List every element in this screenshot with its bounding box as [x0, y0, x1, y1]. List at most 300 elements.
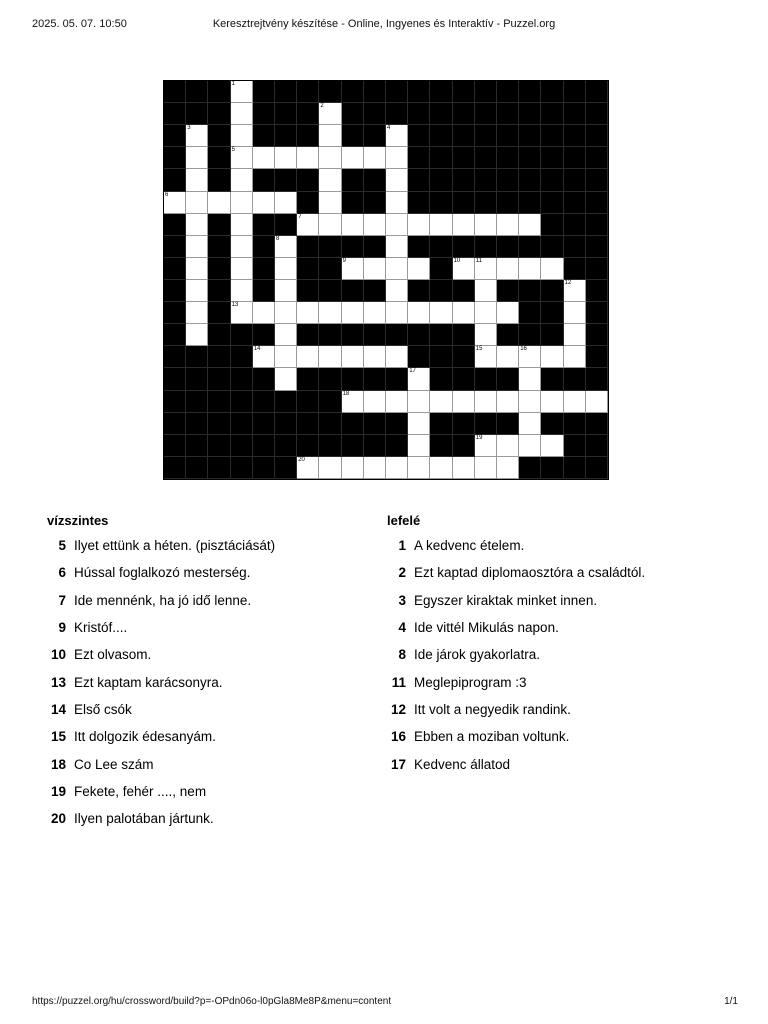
crossword-cell[interactable] — [186, 280, 208, 302]
crossword-cell[interactable] — [430, 214, 452, 236]
crossword-cell[interactable] — [497, 258, 519, 280]
crossword-cell[interactable] — [519, 346, 541, 368]
crossword-cell[interactable] — [186, 214, 208, 236]
crossword-cell[interactable] — [186, 258, 208, 280]
crossword-block — [253, 280, 275, 302]
crossword-block — [364, 368, 386, 390]
crossword-cell[interactable] — [408, 457, 430, 479]
clue-text: Meglepiprogram :3 — [414, 674, 527, 690]
crossword-block — [519, 81, 541, 103]
crossword-cell[interactable] — [364, 346, 386, 368]
crossword-block — [586, 324, 608, 346]
crossword-cell[interactable] — [364, 391, 386, 413]
crossword-cell[interactable] — [386, 125, 408, 147]
crossword-cell[interactable] — [319, 192, 341, 214]
crossword-block — [430, 125, 452, 147]
crossword-block — [564, 258, 586, 280]
crossword-block — [564, 125, 586, 147]
crossword-block — [475, 368, 497, 390]
crossword-cell[interactable] — [564, 391, 586, 413]
crossword-cell[interactable] — [297, 302, 319, 324]
cell-number: 11 — [475, 257, 483, 264]
page-title: Keresztrejtvény készítése - Online, Ingyenes és Interaktív - Puzzel.org — [212, 18, 556, 30]
crossword-cell[interactable] — [497, 391, 519, 413]
crossword-block — [275, 125, 297, 147]
crossword-block — [586, 103, 608, 125]
crossword-block — [253, 169, 275, 191]
crossword-block — [586, 457, 608, 479]
down-clue — [387, 614, 727, 641]
crossword-block — [297, 324, 319, 346]
crossword-cell[interactable] — [475, 346, 497, 368]
crossword-block — [186, 81, 208, 103]
crossword-cell[interactable] — [297, 147, 319, 169]
crossword-block — [497, 125, 519, 147]
crossword-cell[interactable] — [342, 391, 364, 413]
crossword-cell[interactable] — [275, 302, 297, 324]
crossword-block — [342, 236, 364, 258]
crossword-block — [564, 169, 586, 191]
crossword-cell[interactable] — [430, 391, 452, 413]
crossword-block — [319, 258, 341, 280]
crossword-cell[interactable] — [231, 236, 253, 258]
crossword-block — [319, 435, 341, 457]
crossword-cell[interactable] — [231, 125, 253, 147]
crossword-block — [408, 346, 430, 368]
crossword-block — [297, 125, 319, 147]
crossword-block — [208, 391, 230, 413]
crossword-cell[interactable] — [386, 302, 408, 324]
crossword-block — [186, 457, 208, 479]
crossword-cell[interactable] — [342, 302, 364, 324]
crossword-block — [586, 435, 608, 457]
crossword-cell[interactable] — [475, 435, 497, 457]
crossword-cell[interactable] — [475, 258, 497, 280]
crossword-cell[interactable] — [342, 214, 364, 236]
clue-text: Első csók — [74, 701, 132, 717]
crossword-cell[interactable] — [231, 258, 253, 280]
crossword-cell[interactable] — [541, 391, 563, 413]
crossword-block — [231, 457, 253, 479]
crossword-block — [541, 192, 563, 214]
crossword-cell[interactable] — [564, 346, 586, 368]
crossword-block — [519, 125, 541, 147]
crossword-block — [586, 368, 608, 390]
crossword-cell[interactable] — [453, 214, 475, 236]
crossword-block — [186, 103, 208, 125]
cell-number: 3 — [187, 125, 191, 132]
crossword-cell[interactable] — [231, 192, 253, 214]
crossword-block — [541, 169, 563, 191]
crossword-block — [586, 302, 608, 324]
crossword-cell[interactable] — [453, 302, 475, 324]
crossword-cell[interactable] — [519, 214, 541, 236]
crossword-block — [564, 147, 586, 169]
crossword-cell[interactable] — [275, 192, 297, 214]
crossword-cell[interactable] — [475, 302, 497, 324]
clue-text: Ebben a moziban voltunk. — [414, 729, 570, 745]
crossword-cell[interactable] — [186, 125, 208, 147]
crossword-block — [364, 280, 386, 302]
crossword-cell[interactable] — [275, 236, 297, 258]
crossword-block — [342, 324, 364, 346]
crossword-cell[interactable] — [231, 280, 253, 302]
crossword-cell[interactable] — [564, 324, 586, 346]
crossword-cell[interactable] — [231, 214, 253, 236]
crossword-block — [297, 435, 319, 457]
crossword-cell[interactable] — [186, 192, 208, 214]
crossword-block — [253, 236, 275, 258]
crossword-cell[interactable] — [342, 457, 364, 479]
crossword-cell[interactable] — [453, 457, 475, 479]
crossword-cell[interactable] — [408, 302, 430, 324]
crossword-block — [497, 103, 519, 125]
crossword-block — [164, 302, 186, 324]
cell-number: 20 — [298, 456, 305, 463]
crossword-block — [319, 236, 341, 258]
crossword-cell[interactable] — [408, 391, 430, 413]
clue-number: 10 — [50, 647, 66, 663]
crossword-cell[interactable] — [186, 324, 208, 346]
clue-number: 15 — [50, 729, 66, 745]
cell-number: 15 — [475, 346, 483, 353]
crossword-block — [564, 435, 586, 457]
crossword-block — [253, 368, 275, 390]
crossword-block — [408, 192, 430, 214]
crossword-cell[interactable] — [364, 457, 386, 479]
crossword-cell[interactable] — [519, 413, 541, 435]
crossword-cell[interactable] — [231, 302, 253, 324]
crossword-cell[interactable] — [253, 147, 275, 169]
crossword-block — [208, 368, 230, 390]
crossword-block — [342, 435, 364, 457]
crossword-block — [453, 324, 475, 346]
cell-number: 4 — [387, 125, 391, 132]
crossword-cell[interactable] — [319, 103, 341, 125]
crossword-cell[interactable] — [231, 103, 253, 125]
crossword-cell[interactable] — [364, 258, 386, 280]
crossword-block — [364, 413, 386, 435]
crossword-cell[interactable] — [231, 81, 253, 103]
crossword-block — [164, 457, 186, 479]
crossword-block — [453, 435, 475, 457]
crossword-cell[interactable] — [319, 302, 341, 324]
crossword-cell[interactable] — [319, 214, 341, 236]
across-clue — [47, 696, 367, 723]
cell-number: 9 — [342, 257, 346, 264]
crossword-block — [586, 280, 608, 302]
crossword-block — [364, 81, 386, 103]
crossword-cell[interactable] — [497, 346, 519, 368]
across-clue — [47, 532, 367, 559]
crossword-block — [275, 81, 297, 103]
crossword-block — [497, 147, 519, 169]
crossword-block — [231, 324, 253, 346]
crossword-cell[interactable] — [297, 214, 319, 236]
crossword-cell[interactable] — [475, 457, 497, 479]
crossword-cell[interactable] — [275, 147, 297, 169]
across-clue — [47, 778, 367, 805]
crossword-block — [164, 147, 186, 169]
crossword-block — [364, 192, 386, 214]
crossword-cell[interactable] — [408, 258, 430, 280]
crossword-block — [275, 169, 297, 191]
crossword-cell[interactable] — [564, 302, 586, 324]
crossword-block — [453, 103, 475, 125]
crossword-cell[interactable] — [497, 214, 519, 236]
crossword-cell[interactable] — [564, 280, 586, 302]
crossword-cell[interactable] — [386, 457, 408, 479]
crossword-cell[interactable] — [342, 258, 364, 280]
crossword-block — [564, 413, 586, 435]
across-clues — [47, 513, 367, 832]
clue-number: 3 — [398, 592, 406, 608]
crossword-cell[interactable] — [275, 346, 297, 368]
crossword-block — [208, 258, 230, 280]
crossword-cell[interactable] — [253, 346, 275, 368]
crossword-block — [408, 169, 430, 191]
crossword-cell[interactable] — [342, 346, 364, 368]
crossword-block — [453, 346, 475, 368]
crossword-block — [519, 457, 541, 479]
clue-number: 18 — [50, 756, 66, 772]
crossword-block — [208, 346, 230, 368]
crossword-block — [430, 413, 452, 435]
crossword-block — [342, 192, 364, 214]
crossword-block — [297, 368, 319, 390]
crossword-block — [541, 214, 563, 236]
crossword-cell[interactable] — [275, 324, 297, 346]
crossword-block — [208, 413, 230, 435]
crossword-block — [475, 413, 497, 435]
crossword-cell[interactable] — [297, 346, 319, 368]
crossword-block — [297, 169, 319, 191]
crossword-cell[interactable] — [408, 368, 430, 390]
clue-number: 4 — [398, 620, 406, 636]
clue-text: Ezt olvasom. — [74, 647, 152, 663]
crossword-block — [475, 192, 497, 214]
crossword-block — [275, 103, 297, 125]
crossword-block — [586, 192, 608, 214]
crossword-block — [208, 125, 230, 147]
crossword-block — [208, 280, 230, 302]
crossword-block — [497, 413, 519, 435]
crossword-block — [430, 236, 452, 258]
crossword-block — [430, 280, 452, 302]
crossword-block — [519, 280, 541, 302]
crossword-block — [253, 413, 275, 435]
crossword-cell[interactable] — [364, 147, 386, 169]
crossword-block — [275, 435, 297, 457]
crossword-cell[interactable] — [364, 214, 386, 236]
clue-number: 17 — [390, 756, 406, 772]
crossword-block — [386, 435, 408, 457]
across-clue — [47, 587, 367, 614]
crossword-cell[interactable] — [475, 391, 497, 413]
cell-number: 16 — [520, 346, 527, 353]
crossword-block — [430, 368, 452, 390]
crossword-cell[interactable] — [408, 435, 430, 457]
crossword-cell[interactable] — [253, 302, 275, 324]
crossword-block — [519, 147, 541, 169]
crossword-cell[interactable] — [386, 192, 408, 214]
crossword-cell[interactable] — [386, 391, 408, 413]
crossword-block — [275, 214, 297, 236]
crossword-cell[interactable] — [319, 457, 341, 479]
crossword-cell[interactable] — [342, 147, 364, 169]
down-clue — [387, 750, 727, 777]
crossword-block — [364, 103, 386, 125]
crossword-block — [453, 280, 475, 302]
cell-number: 14 — [253, 346, 261, 353]
crossword-cell[interactable] — [408, 413, 430, 435]
crossword-block — [386, 368, 408, 390]
crossword-block — [164, 258, 186, 280]
crossword-block — [541, 103, 563, 125]
crossword-block — [453, 236, 475, 258]
crossword-cell[interactable] — [164, 192, 186, 214]
crossword-block — [408, 103, 430, 125]
across-clue — [47, 723, 367, 750]
crossword-cell[interactable] — [453, 258, 475, 280]
crossword-cell[interactable] — [319, 125, 341, 147]
clue-number: 2 — [398, 565, 406, 581]
crossword-block — [497, 324, 519, 346]
crossword-cell[interactable] — [231, 147, 253, 169]
crossword-cell[interactable] — [275, 258, 297, 280]
crossword-block — [519, 103, 541, 125]
crossword-block — [453, 81, 475, 103]
crossword-cell[interactable] — [386, 258, 408, 280]
clue-text: Ezt kaptad diplomaosztóra a családtól. — [414, 565, 646, 581]
crossword-cell[interactable] — [408, 214, 430, 236]
crossword-block — [408, 324, 430, 346]
clue-text: Ide mennénk, ha jó idő lenne. — [74, 592, 252, 608]
cell-number: 19 — [475, 434, 483, 441]
crossword-cell[interactable] — [386, 280, 408, 302]
crossword-cell[interactable] — [475, 280, 497, 302]
crossword-cell[interactable] — [475, 324, 497, 346]
crossword-cell[interactable] — [497, 457, 519, 479]
crossword-cell[interactable] — [430, 302, 452, 324]
crossword-block — [164, 103, 186, 125]
crossword-cell[interactable] — [186, 147, 208, 169]
crossword-block — [430, 324, 452, 346]
crossword-block — [564, 81, 586, 103]
cell-number: 10 — [453, 257, 461, 264]
crossword-block — [564, 192, 586, 214]
crossword-block — [430, 147, 452, 169]
crossword-block — [186, 435, 208, 457]
crossword-block — [453, 169, 475, 191]
crossword-block — [275, 457, 297, 479]
crossword-block — [519, 192, 541, 214]
crossword-block — [253, 214, 275, 236]
clue-text: Kristóf.... — [74, 620, 128, 636]
crossword-block — [186, 391, 208, 413]
crossword-block — [164, 81, 186, 103]
crossword-block — [164, 169, 186, 191]
cell-number: 5 — [231, 147, 235, 154]
crossword-block — [275, 391, 297, 413]
crossword-block — [541, 413, 563, 435]
crossword-cell[interactable] — [319, 346, 341, 368]
crossword-block — [208, 302, 230, 324]
crossword-cell[interactable] — [386, 236, 408, 258]
crossword-cell[interactable] — [541, 258, 563, 280]
crossword-cell[interactable] — [275, 280, 297, 302]
crossword-cell[interactable] — [519, 391, 541, 413]
crossword-cell[interactable] — [453, 391, 475, 413]
crossword-cell[interactable] — [519, 435, 541, 457]
down-clue — [387, 559, 727, 586]
crossword-block — [186, 413, 208, 435]
crossword-block — [386, 81, 408, 103]
crossword-cell[interactable] — [386, 169, 408, 191]
crossword-cell[interactable] — [586, 391, 608, 413]
crossword-cell[interactable] — [386, 346, 408, 368]
crossword-cell[interactable] — [208, 192, 230, 214]
crossword-block — [430, 435, 452, 457]
crossword-cell[interactable] — [364, 302, 386, 324]
crossword-cell[interactable] — [541, 435, 563, 457]
crossword-cell[interactable] — [541, 346, 563, 368]
crossword-cell[interactable] — [519, 258, 541, 280]
crossword-cell[interactable] — [231, 169, 253, 191]
crossword-block — [497, 368, 519, 390]
crossword-block — [319, 81, 341, 103]
crossword-block — [519, 324, 541, 346]
crossword-cell[interactable] — [519, 368, 541, 390]
crossword-block — [541, 302, 563, 324]
crossword-block — [364, 236, 386, 258]
clue-number: 7 — [58, 592, 66, 608]
crossword-cell[interactable] — [253, 192, 275, 214]
crossword-block — [231, 413, 253, 435]
across-clue — [47, 641, 367, 668]
crossword-cell[interactable] — [186, 236, 208, 258]
crossword-cell[interactable] — [186, 169, 208, 191]
page-url: https://puzzel.org/hu/crossword/build?p=-OPdn06o-l0pGla8Me8P&menu=content — [32, 996, 392, 1007]
crossword-cell[interactable] — [475, 214, 497, 236]
crossword-block — [231, 346, 253, 368]
crossword-cell[interactable] — [386, 147, 408, 169]
clue-number: 14 — [50, 701, 66, 717]
crossword-block — [408, 81, 430, 103]
crossword-block — [475, 147, 497, 169]
cell-number: 1 — [231, 81, 235, 87]
crossword-block — [430, 103, 452, 125]
crossword-cell[interactable] — [497, 302, 519, 324]
crossword-cell[interactable] — [386, 214, 408, 236]
crossword-cell[interactable] — [430, 457, 452, 479]
crossword-block — [475, 103, 497, 125]
clue-text: Ilyet ettünk a héten. (pisztáciását) — [74, 538, 276, 554]
crossword-cell[interactable] — [319, 147, 341, 169]
crossword-cell[interactable] — [319, 169, 341, 191]
crossword-cell[interactable] — [297, 457, 319, 479]
crossword-block — [253, 125, 275, 147]
crossword-cell[interactable] — [497, 435, 519, 457]
crossword-block — [164, 236, 186, 258]
clue-text: Kedvenc állatod — [414, 756, 511, 772]
crossword-cell[interactable] — [186, 302, 208, 324]
cell-number: 13 — [231, 302, 239, 309]
cell-number: 17 — [409, 368, 416, 375]
crossword-cell[interactable] — [275, 368, 297, 390]
crossword-block — [453, 125, 475, 147]
clue-number: 13 — [50, 674, 66, 690]
